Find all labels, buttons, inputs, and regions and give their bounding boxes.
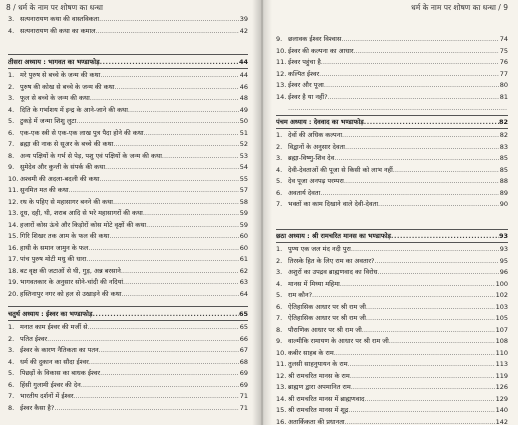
toc-entry: 7. भक्तों का काम दिखाने वाले देवी-देवता ..... 90 bbox=[276, 199, 508, 211]
toc-entry: 3. सत्यनारायण कथा की वास्तविकता ..... 39 bbox=[8, 14, 248, 26]
chapter-heading: चतुर्थ अध्याय : ईश्वर का भण्डाफोड़ ..... 65 bbox=[8, 309, 248, 319]
toc-entry: 11. तुलसी साहनुयायन के राम ..... 113 bbox=[276, 359, 508, 371]
chapter-rule bbox=[8, 54, 248, 55]
toc-entry: 8. पौराणिक आधार पर श्री राम जी ..... 107 bbox=[276, 325, 508, 337]
toc-entry bbox=[276, 103, 508, 115]
toc-entry: 3. ब्रह्मा-विष्णु-शिव देव ..... 85 bbox=[276, 153, 508, 165]
chapter-heading: छठा अध्याय : श्री रामचरित मानस का भण्डाफोड़ ..... 93 bbox=[276, 231, 508, 241]
chapter-4 bbox=[8, 309, 248, 414]
toc-entry: 9. वाल्मीकि रामायण के आधार पर श्री राम जी ..... 108 bbox=[276, 336, 508, 348]
toc-entry: 4. मानस में मिथ्‍या महिमा ..... 100 bbox=[276, 279, 508, 291]
toc-entry: 14. श्री रामचरित मानस में ब्राह्मणवाद ..... 129 bbox=[276, 394, 508, 406]
toc-entry: 13. ब्राह्मण द्वारा अपमानित राम ..... 126 bbox=[276, 382, 508, 394]
toc-entry: 5. टुकड़े में जन्मा शिशु लुटा ..... 50 bbox=[8, 116, 248, 128]
chapter-5 bbox=[276, 117, 508, 211]
book-gutter bbox=[252, 0, 272, 425]
toc-entry: 12. श्री रामचरित मानस के राम ..... 119 bbox=[276, 371, 508, 383]
toc-entry: 16. अतार्किकता की प्रधानता ..... 142 bbox=[276, 417, 508, 425]
chapter-heading-rule bbox=[276, 242, 508, 243]
toc-entry: 8. अन्य पक्षियों के गर्भ से पेड़, पशु एवं पक्षियों के जन्म की कथा ..... 53 bbox=[8, 151, 248, 163]
toc-entry: 3. ईश्वर के कारण नैतिकता का पतन ..... 67 bbox=[8, 345, 248, 357]
toc-entry: 4. देवी-देवताओं की पूजा से किसी को लाभ नहीं ..... 85 bbox=[276, 165, 508, 177]
toc-entry: 9. सुमेदेव और कुन्ती के संपर्क की कथा ..... 54 bbox=[8, 162, 248, 174]
toc-entry: 3. फूल से बच्चे के जन्म की कथा ..... 48 bbox=[8, 93, 248, 105]
right-page bbox=[262, 0, 518, 425]
toc-entry: 7. ब्रह्मा की नाक से सूअर के बच्चे की कथा ..... 52 bbox=[8, 139, 248, 151]
toc-entry: 10. अश्वमी की अदला-बदली की कथा ..... 55 bbox=[8, 174, 248, 186]
right-continued-section bbox=[276, 34, 508, 115]
toc-entry: 4. दिति के गर्भाशय में इन्द्र के आने-जाने की कथा ..... 49 bbox=[8, 105, 248, 117]
toc-entry: 12. कल्पित ईश्वर ..... 77 bbox=[276, 69, 508, 81]
left-prev-section bbox=[8, 14, 248, 37]
chapter-heading: तीसरा अध्याय : भागवत का भण्डाफोड़ ..... 44 bbox=[8, 57, 248, 67]
toc-entry: 4. धर्म की दुकान का सौदा ईश्वर ..... 68 bbox=[8, 357, 248, 369]
toc-entry: 11. सुनमित मत की कथा ..... 57 bbox=[8, 185, 248, 197]
chapter-heading-rule bbox=[8, 68, 248, 69]
chapter-heading: पंचम अध्याय : देववाद का भण्डाफोड़ ..... 82 bbox=[276, 117, 508, 127]
toc-entry: 2. पतित ईश्वर ..... 66 bbox=[8, 334, 248, 346]
toc-entry: 7. ऐतिहासिक आधार पर श्री राम जी ..... 105 bbox=[276, 313, 508, 325]
toc-entry: 6. हिंसी गुलामी ईश्वर की देन ..... 69 bbox=[8, 380, 248, 392]
toc-entry: 20. हस्तिनापुर नगर को हल से उखाड़ने की कथा ..... 64 bbox=[8, 289, 248, 301]
toc-entry: 13. दूध, दही, घी, शराब आदि से भरे महासागरों की कथा ..... 59 bbox=[8, 208, 248, 220]
toc-entry: 11. ईश्वर पहुंचा है ..... 76 bbox=[276, 57, 508, 69]
toc-entry: 5. देव पूजा अनपढ़ परम्परा ..... 88 bbox=[276, 176, 508, 188]
toc-entry: 1. मरे पुरुष से बच्चे के जन्म की कथा ..... 44 bbox=[8, 70, 248, 82]
chapter-rule bbox=[276, 115, 508, 116]
toc-entry: 15. श्री रामचरित मानस में शूद्र ..... 140 bbox=[276, 405, 508, 417]
toc-entry: 19. भागवतकार के अनुसार सोने-चांदी की नदियां ..... 63 bbox=[8, 277, 248, 289]
toc-entry: 7. भारतीय दर्शनों में ईश्वर ..... 71 bbox=[8, 391, 248, 403]
toc-entry: 4. सत्यनारायण की कथा का कमाल ..... 42 bbox=[8, 26, 248, 38]
toc-entry: 12. रथ के पहिए से महासागर बनने की कथा ..... 58 bbox=[8, 197, 248, 209]
chapter-heading-rule bbox=[8, 320, 248, 321]
left-running-header: 8 / धर्म के नाम पर शोषण का धन्धा bbox=[6, 3, 103, 12]
chapter-rule bbox=[276, 229, 508, 230]
toc-entry: 10. कबीर साहब के राम ..... 110 bbox=[276, 348, 508, 360]
toc-entry: 1. पुण्य एक जल मंद नदी पुरा ..... 93 bbox=[276, 244, 508, 256]
toc-entry: 1. देवों की अधिक कल्पना ..... 82 bbox=[276, 130, 508, 142]
toc-entry: 15. गिरि शिखर तक आम के फल की कथा ..... 60 bbox=[8, 231, 248, 243]
toc-entry: 13. ईश्वर और पूजा ..... 80 bbox=[276, 80, 508, 92]
toc-entry: 2. तिरस्‍के हित के लिए राम का अवतार? ..... 95 bbox=[276, 256, 508, 268]
toc-entry: 6. अवतार्य देवता ..... 89 bbox=[276, 188, 508, 200]
toc-entry: 1. मनात काम ईश्वर की मर्जी से ..... 65 bbox=[8, 322, 248, 334]
chapter-3 bbox=[8, 57, 248, 300]
toc-entry: 14. ईश्वर है या नहीं? ..... 81 bbox=[276, 92, 508, 104]
toc-entry: 6. ऐतिहासिक आधार पर श्री राम जी ..... 103 bbox=[276, 302, 508, 314]
chapter-heading-rule bbox=[276, 128, 508, 129]
chapter-rule bbox=[8, 306, 248, 307]
toc-entry: 6. एक-एक स्त्री से एक-एक लाख पुत्र पैदा होने की कथा ..... 51 bbox=[8, 128, 248, 140]
toc-entry: 5. पिछड़ों के विकास का बाधक ईश्वर ..... 69 bbox=[8, 368, 248, 380]
toc-entry: 14. हजारों कोस ऊंचे और किड़ोरों कोस मोटे वृक्षों की कथा ..... 59 bbox=[8, 220, 248, 232]
toc-entry: 2. पुरुष की कोख से बच्चे के जन्म की कथा ..... 46 bbox=[8, 82, 248, 94]
toc-entry: 2. विद्वानों के अनुसार देवता ..... 83 bbox=[276, 142, 508, 154]
toc-entry: 10. ईश्वर की कल्पना का आधार ..... 75 bbox=[276, 46, 508, 58]
toc-entry: 3. अशुरों का उपद्रव ब्राह्मणवाद का विरोध ..... 96 bbox=[276, 267, 508, 279]
toc-entry: 9. छलावक ईश्वर विश्वास ..... 74 bbox=[276, 34, 508, 46]
toc-entry: 16. हाथी के समान जामुन के फल ..... 60 bbox=[8, 243, 248, 255]
chapter-6 bbox=[276, 231, 508, 425]
toc-entry: 18. बट वृक्ष की जटाओं से घी, गुड़, अन्न बरसाने ..... 62 bbox=[8, 266, 248, 278]
toc-entry: 5. राम कौन? ..... 102 bbox=[276, 290, 508, 302]
toc-entry: 17. पांच पुरुष मोटी मधु की धारा ..... 61 bbox=[8, 254, 248, 266]
toc-entry: 8. ईश्वर कैसा है? ..... 71 bbox=[8, 403, 248, 415]
right-running-header: धर्म के नाम पर शोषण का धन्धा / 9 bbox=[411, 3, 508, 12]
